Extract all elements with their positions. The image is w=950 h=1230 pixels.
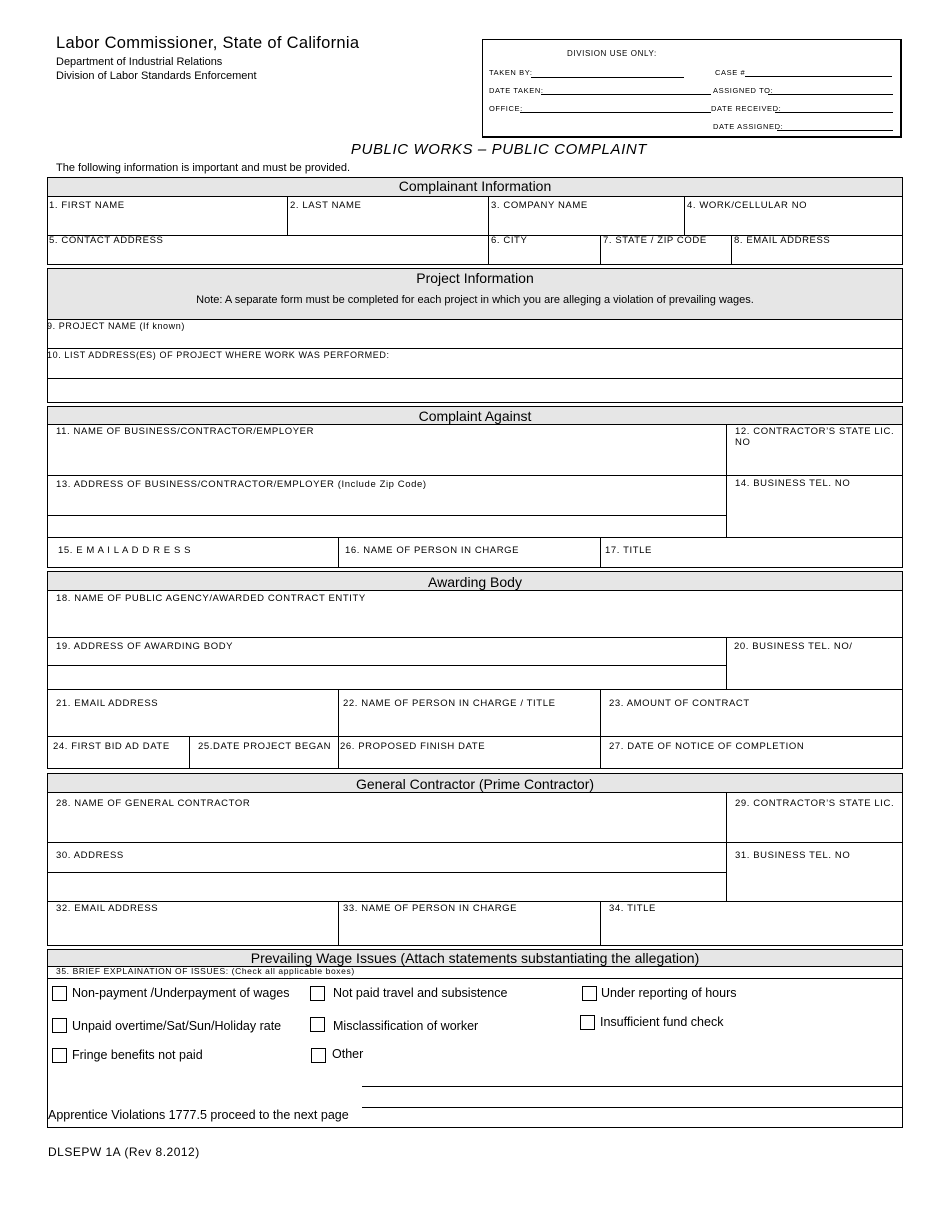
person-in-charge-label: 16. NAME OF PERSON IN CHARGE [345, 545, 520, 556]
taken-by-line[interactable] [531, 77, 684, 78]
general-tel-label: 31. BUSINESS TEL. NO [735, 850, 851, 861]
project-address-label: 10. LIST ADDRESS(ES) OF PROJECT WHERE WORK WAS PERFORMED: [47, 350, 390, 360]
form-number: DLSEPW 1A (Rev 8.2012) [48, 1145, 200, 1159]
against-heading: Complaint Against [48, 407, 902, 424]
company-name-label: 3. COMPANY NAME [491, 200, 588, 211]
checkbox-insufficient-fund[interactable] [580, 1015, 595, 1030]
date-received-label: DATE RECEIVED: [711, 104, 782, 113]
last-name-label: 2. LAST NAME [290, 200, 362, 211]
checkbox-misclassification[interactable] [310, 1017, 325, 1032]
city-label: 6. CITY [491, 235, 528, 246]
date-received-line[interactable] [775, 112, 893, 113]
general-heading: General Contractor (Prime Contractor) [48, 774, 902, 792]
checkbox-travel[interactable] [310, 986, 325, 1001]
checkbox-other[interactable] [311, 1048, 326, 1063]
department-name: Department of Industrial Relations [56, 56, 223, 68]
project-heading-title: Project Information [416, 270, 534, 286]
division-use-title: DIVISION USE ONLY: [567, 49, 657, 58]
state-zip-label: 7. STATE / ZIP CODE [603, 235, 707, 246]
contact-address-label: 5. CONTACT ADDRESS [49, 235, 164, 246]
other-line-2[interactable] [362, 1107, 902, 1108]
assigned-to-label: ASSIGNED TO: [713, 86, 774, 95]
work-cell-label: 4. WORK/CELLULAR NO [687, 200, 808, 211]
apprentice-note: Apprentice Violations 1777.5 proceed to the next page [48, 1108, 349, 1122]
general-lic-label: 29. CONTRACTOR’S STATE LIC. [735, 798, 895, 809]
awarding-person-label: 22. NAME OF PERSON IN CHARGE / TITLE [343, 698, 556, 709]
office-line[interactable] [520, 112, 711, 113]
title-label: 17. TITLE [605, 545, 652, 556]
division-name: Division of Labor Standards Enforcement [56, 70, 257, 82]
date-taken-line[interactable] [541, 94, 711, 95]
checkbox-underreporting[interactable] [582, 986, 597, 1001]
first-name-label: 1. FIRST NAME [49, 200, 125, 211]
checkbox-overtime[interactable] [52, 1018, 67, 1033]
complainant-heading: Complainant Information [48, 178, 902, 196]
general-title-label: 34. TITLE [609, 903, 656, 914]
date-assigned-line[interactable] [777, 130, 893, 131]
general-person-label: 33. NAME OF PERSON IN CHARGE [343, 903, 518, 914]
overtime-label: Unpaid overtime/Sat/Sun/Holiday rate [72, 1019, 282, 1033]
form-intro: The following information is important and must be provided. [56, 162, 351, 174]
wage-heading: Prevailing Wage Issues (Attach statements substantiating the allegation) [48, 950, 902, 966]
division-use-box [482, 39, 902, 138]
general-address-label: 30. ADDRESS [56, 850, 124, 861]
date-assigned-label: DATE ASSIGNED: [713, 122, 784, 131]
finish-date-label: 26. PROPOSED FINISH DATE [340, 741, 486, 752]
checkbox-nonpayment[interactable] [52, 986, 67, 1001]
issues-label: 35. BRIEF EXPLAINATION OF ISSUES: (Check all applicable boxes) [56, 966, 355, 976]
other-label: Other [332, 1047, 364, 1061]
contractor-lic-no-label: NO [735, 437, 751, 448]
project-note: Note: A separate form must be completed for each project in which you are alleging a violation of prevailing wages. [196, 294, 754, 306]
project-began-label: 25.DATE PROJECT BEGAN [198, 741, 332, 752]
date-taken-label: DATE TAKEN: [489, 86, 544, 95]
nonpayment-label: Non-payment /Underpayment of wages [72, 986, 290, 1000]
awarding-address-label: 19. ADDRESS OF AWARDING BODY [56, 641, 234, 652]
awarding-email-label: 21. EMAIL ADDRESS [56, 698, 159, 709]
case-number-line[interactable] [745, 76, 892, 77]
agency-title: Labor Commissioner, State of California [56, 34, 360, 52]
completion-date-label: 27. DATE OF NOTICE OF COMPLETION [609, 741, 805, 752]
project-name-label: 9. PROJECT NAME (If known) [47, 321, 185, 331]
general-contractor-label: 28. NAME OF GENERAL CONTRACTOR [56, 798, 251, 809]
case-number-label: CASE # [715, 68, 746, 77]
first-bid-date-label: 24. FIRST BID AD DATE [53, 741, 170, 752]
insufficient-fund-label: Insufficient fund check [600, 1015, 724, 1029]
misclassification-label: Misclassification of worker [333, 1019, 479, 1033]
underreporting-label: Under reporting of hours [601, 986, 737, 1000]
contract-amount-label: 23. AMOUNT OF CONTRACT [609, 698, 750, 709]
other-line-1[interactable] [362, 1086, 902, 1087]
assigned-to-line[interactable] [768, 94, 893, 95]
checkbox-fringe[interactable] [52, 1048, 67, 1063]
email-label: 8. EMAIL ADDRESS [734, 235, 831, 246]
form-title: PUBLIC WORKS – PUBLIC COMPLAINT [350, 141, 648, 158]
travel-label: Not paid travel and subsistence [333, 986, 508, 1000]
office-label: OFFICE: [489, 104, 523, 113]
project-heading [48, 269, 902, 319]
business-name-label: 11. NAME OF BUSINESS/CONTRACTOR/EMPLOYER [56, 426, 315, 437]
awarding-heading: Awarding Body [48, 572, 902, 590]
against-email-label: 15. E M A I L A D D R E S S [58, 545, 192, 556]
taken-by-label: TAKEN BY: [489, 68, 533, 77]
contractor-lic-label: 12. CONTRACTOR’S STATE LIC. [735, 426, 895, 437]
public-agency-label: 18. NAME OF PUBLIC AGENCY/AWARDED CONTRACT ENTITY [56, 593, 366, 604]
general-email-label: 32. EMAIL ADDRESS [56, 903, 159, 914]
business-tel-label: 14. BUSINESS TEL. NO [735, 478, 851, 489]
awarding-tel-label: 20. BUSINESS TEL. NO/ [734, 641, 853, 652]
fringe-label: Fringe benefits not paid [72, 1048, 203, 1062]
business-address-label: 13. ADDRESS OF BUSINESS/CONTRACTOR/EMPLOYER (Include Zip Code) [56, 479, 427, 490]
